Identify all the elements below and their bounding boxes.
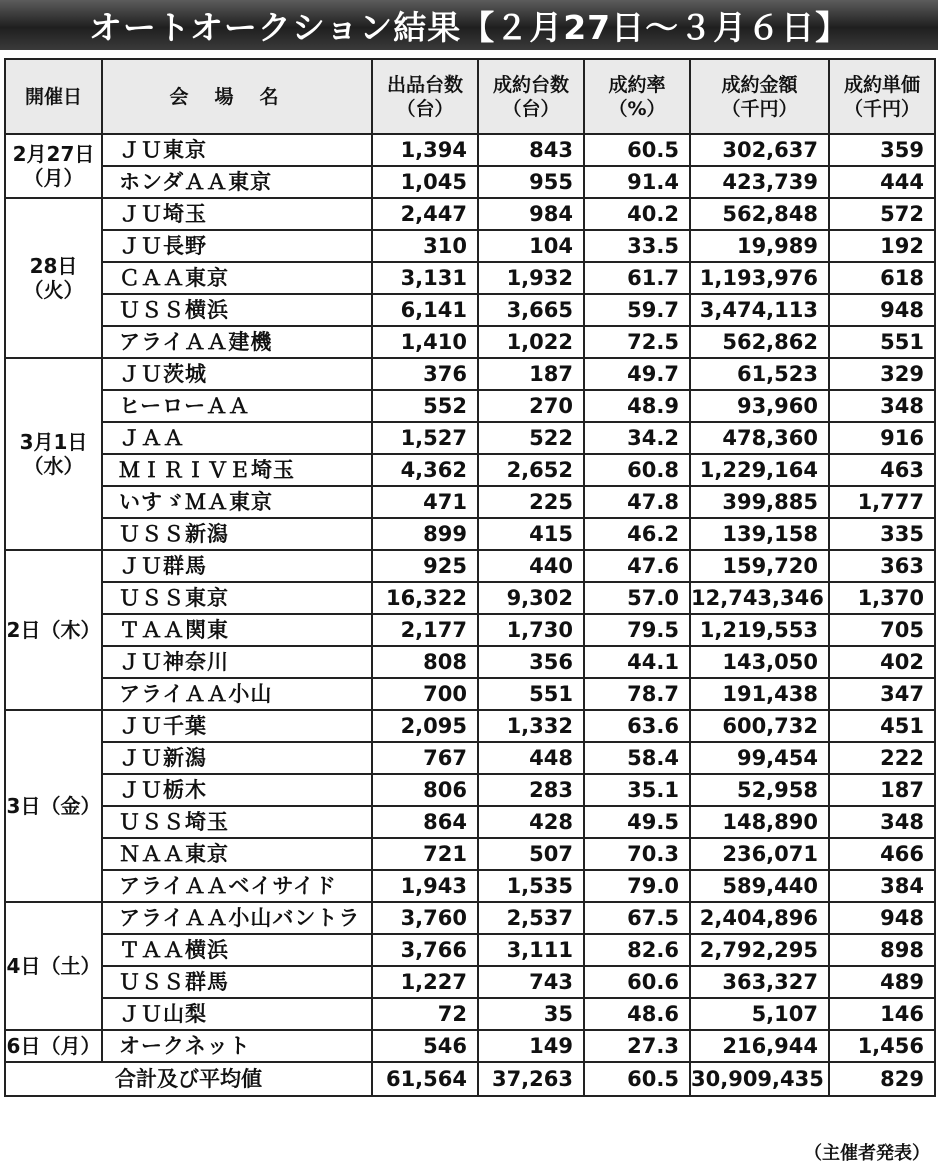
- cell-listed: 1,227: [372, 966, 478, 998]
- cell-rate: 35.1: [584, 774, 690, 806]
- cell-sold: 3,111: [478, 934, 584, 966]
- cell-listed: 899: [372, 518, 478, 550]
- cell-amount: 52,958: [690, 774, 829, 806]
- total-unit: 829: [829, 1062, 935, 1096]
- cell-listed: 700: [372, 678, 478, 710]
- table-row: [5, 870, 935, 902]
- venue-name: アライＡＡ建機: [102, 326, 372, 358]
- cell-unit: 1,456: [829, 1030, 935, 1062]
- table-row: [5, 230, 935, 262]
- cell-unit: 402: [829, 646, 935, 678]
- day-cell: [5, 358, 102, 550]
- cell-listed: 6,141: [372, 294, 478, 326]
- day-label: 3日（金）: [6, 794, 101, 818]
- cell-sold: 415: [478, 518, 584, 550]
- cell-rate: 63.6: [584, 710, 690, 742]
- venue-name: ＪＵ山梨: [102, 998, 372, 1030]
- table-row: [5, 998, 935, 1030]
- cell-listed: 552: [372, 390, 478, 422]
- venue-name: ＪＵ神奈川: [102, 646, 372, 678]
- table-row: [5, 166, 935, 198]
- venue-name: ＭＩＲＩＶＥ埼玉: [102, 454, 372, 486]
- cell-amount: 12,743,346: [690, 582, 829, 614]
- cell-sold: 283: [478, 774, 584, 806]
- cell-unit: 329: [829, 358, 935, 390]
- cell-amount: 399,885: [690, 486, 829, 518]
- cell-sold: 35: [478, 998, 584, 1030]
- cell-rate: 60.6: [584, 966, 690, 998]
- cell-sold: 440: [478, 550, 584, 582]
- cell-amount: 191,438: [690, 678, 829, 710]
- cell-rate: 59.7: [584, 294, 690, 326]
- cell-unit: 466: [829, 838, 935, 870]
- cell-sold: 522: [478, 422, 584, 454]
- cell-unit: 444: [829, 166, 935, 198]
- cell-amount: 478,360: [690, 422, 829, 454]
- table-row: [5, 454, 935, 486]
- total-rate: 60.5: [584, 1062, 690, 1096]
- cell-sold: 270: [478, 390, 584, 422]
- auction-results-table: [4, 58, 936, 1097]
- cell-amount: 562,848: [690, 198, 829, 230]
- cell-unit: 463: [829, 454, 935, 486]
- header-row: [5, 59, 935, 134]
- cell-amount: 61,523: [690, 358, 829, 390]
- cell-unit: 347: [829, 678, 935, 710]
- cell-rate: 49.7: [584, 358, 690, 390]
- table-row: [5, 582, 935, 614]
- cell-sold: 104: [478, 230, 584, 262]
- cell-amount: 5,107: [690, 998, 829, 1030]
- cell-rate: 57.0: [584, 582, 690, 614]
- cell-rate: 48.6: [584, 998, 690, 1030]
- cell-listed: 808: [372, 646, 478, 678]
- day-cell: [5, 198, 102, 358]
- day-cell: [5, 902, 102, 1030]
- cell-rate: 44.1: [584, 646, 690, 678]
- cell-unit: 572: [829, 198, 935, 230]
- cell-amount: 2,404,896: [690, 902, 829, 934]
- results-body: [5, 134, 935, 1096]
- cell-amount: 143,050: [690, 646, 829, 678]
- page-title: オートオークション結果【２月27日～３月６日】: [0, 0, 938, 50]
- cell-listed: 2,177: [372, 614, 478, 646]
- cell-rate: 79.0: [584, 870, 690, 902]
- cell-unit: 618: [829, 262, 935, 294]
- table-row: [5, 262, 935, 294]
- cell-amount: 562,862: [690, 326, 829, 358]
- cell-amount: 423,739: [690, 166, 829, 198]
- table-row: [5, 198, 935, 230]
- day-label: 2月27日 （月）: [12, 142, 95, 190]
- table-row: [5, 422, 935, 454]
- cell-unit: 348: [829, 806, 935, 838]
- cell-sold: 843: [478, 134, 584, 166]
- cell-unit: 551: [829, 326, 935, 358]
- total-amount: 30,909,435: [690, 1062, 829, 1096]
- cell-listed: 806: [372, 774, 478, 806]
- cell-amount: 148,890: [690, 806, 829, 838]
- venue-name: ＪＵ群馬: [102, 550, 372, 582]
- day-label: 2日（木）: [6, 618, 101, 642]
- table-row: [5, 390, 935, 422]
- header-sold: 成約台数 （台）: [478, 59, 584, 134]
- cell-listed: 767: [372, 742, 478, 774]
- cell-amount: 139,158: [690, 518, 829, 550]
- cell-amount: 600,732: [690, 710, 829, 742]
- cell-unit: 348: [829, 390, 935, 422]
- cell-rate: 34.2: [584, 422, 690, 454]
- cell-amount: 216,944: [690, 1030, 829, 1062]
- cell-amount: 3,474,113: [690, 294, 829, 326]
- table-row: [5, 774, 935, 806]
- cell-listed: 1,527: [372, 422, 478, 454]
- table-row: [5, 710, 935, 742]
- cell-unit: 359: [829, 134, 935, 166]
- cell-amount: 19,989: [690, 230, 829, 262]
- cell-amount: 2,792,295: [690, 934, 829, 966]
- total-listed: 61,564: [372, 1062, 478, 1096]
- header-amount: 成約金額 （千円）: [690, 59, 829, 134]
- cell-listed: 3,131: [372, 262, 478, 294]
- venue-name: ＪＵ長野: [102, 230, 372, 262]
- venue-name: ヒーローＡＡ: [102, 390, 372, 422]
- cell-listed: 310: [372, 230, 478, 262]
- day-cell: [5, 550, 102, 710]
- cell-sold: 2,652: [478, 454, 584, 486]
- header-listed: 出品台数 （台）: [372, 59, 478, 134]
- cell-listed: 1,410: [372, 326, 478, 358]
- table-row: [5, 134, 935, 166]
- cell-rate: 27.3: [584, 1030, 690, 1062]
- cell-rate: 91.4: [584, 166, 690, 198]
- cell-amount: 99,454: [690, 742, 829, 774]
- cell-amount: 1,229,164: [690, 454, 829, 486]
- cell-listed: 376: [372, 358, 478, 390]
- venue-name: ＪＵ埼玉: [102, 198, 372, 230]
- cell-listed: 2,447: [372, 198, 478, 230]
- venue-name: アライＡＡ小山: [102, 678, 372, 710]
- table-row: [5, 838, 935, 870]
- table-row: [5, 742, 935, 774]
- cell-listed: 4,362: [372, 454, 478, 486]
- table-row: [5, 902, 935, 934]
- cell-unit: 1,370: [829, 582, 935, 614]
- cell-sold: 149: [478, 1030, 584, 1062]
- cell-listed: 3,760: [372, 902, 478, 934]
- day-cell: [5, 710, 102, 902]
- table-row: [5, 966, 935, 998]
- cell-unit: 489: [829, 966, 935, 998]
- venue-name: ＪＵ茨城: [102, 358, 372, 390]
- venue-name: ＪＵ千葉: [102, 710, 372, 742]
- source-footnote: （主催者発表）: [804, 1143, 930, 1164]
- table-row: [5, 678, 935, 710]
- cell-sold: 356: [478, 646, 584, 678]
- cell-unit: 898: [829, 934, 935, 966]
- cell-listed: 864: [372, 806, 478, 838]
- cell-amount: 302,637: [690, 134, 829, 166]
- cell-sold: 1,022: [478, 326, 584, 358]
- total-sold: 37,263: [478, 1062, 584, 1096]
- venue-name: ＮＡＡ東京: [102, 838, 372, 870]
- venue-name: ＴＡＡ関東: [102, 614, 372, 646]
- table-row: [5, 518, 935, 550]
- cell-sold: 448: [478, 742, 584, 774]
- cell-rate: 72.5: [584, 326, 690, 358]
- cell-sold: 3,665: [478, 294, 584, 326]
- header-rate: 成約率 （%）: [584, 59, 690, 134]
- cell-listed: 3,766: [372, 934, 478, 966]
- table-row: [5, 646, 935, 678]
- cell-amount: 589,440: [690, 870, 829, 902]
- header-day: 開催日: [5, 59, 102, 134]
- cell-rate: 61.7: [584, 262, 690, 294]
- cell-unit: 187: [829, 774, 935, 806]
- table-row: [5, 486, 935, 518]
- cell-unit: 222: [829, 742, 935, 774]
- cell-rate: 48.9: [584, 390, 690, 422]
- cell-listed: 925: [372, 550, 478, 582]
- cell-listed: 1,045: [372, 166, 478, 198]
- cell-rate: 70.3: [584, 838, 690, 870]
- cell-sold: 984: [478, 198, 584, 230]
- cell-listed: 721: [372, 838, 478, 870]
- cell-amount: 1,219,553: [690, 614, 829, 646]
- cell-unit: 192: [829, 230, 935, 262]
- day-cell: [5, 134, 102, 198]
- cell-unit: 363: [829, 550, 935, 582]
- cell-unit: 451: [829, 710, 935, 742]
- cell-sold: 225: [478, 486, 584, 518]
- cell-sold: 955: [478, 166, 584, 198]
- cell-rate: 47.6: [584, 550, 690, 582]
- cell-rate: 60.8: [584, 454, 690, 486]
- venue-name: ホンダＡＡ東京: [102, 166, 372, 198]
- table-row: [5, 934, 935, 966]
- table-row: [5, 326, 935, 358]
- cell-amount: 236,071: [690, 838, 829, 870]
- cell-sold: 743: [478, 966, 584, 998]
- table-row: [5, 1030, 935, 1062]
- venue-name: アライＡＡベイサイド: [102, 870, 372, 902]
- header-venue: 会場名: [102, 59, 372, 134]
- cell-amount: 363,327: [690, 966, 829, 998]
- venue-name: ＪＵ東京: [102, 134, 372, 166]
- cell-sold: 1,730: [478, 614, 584, 646]
- venue-name: ＪＵ新潟: [102, 742, 372, 774]
- cell-sold: 1,332: [478, 710, 584, 742]
- venue-name: ＵＳＳ東京: [102, 582, 372, 614]
- cell-sold: 507: [478, 838, 584, 870]
- cell-amount: 159,720: [690, 550, 829, 582]
- cell-unit: 948: [829, 294, 935, 326]
- cell-rate: 60.5: [584, 134, 690, 166]
- venue-name: ＴＡＡ横浜: [102, 934, 372, 966]
- cell-unit: 384: [829, 870, 935, 902]
- cell-sold: 2,537: [478, 902, 584, 934]
- day-label: 4日（土）: [6, 954, 101, 978]
- cell-unit: 1,777: [829, 486, 935, 518]
- cell-rate: 82.6: [584, 934, 690, 966]
- venue-name: ＵＳＳ埼玉: [102, 806, 372, 838]
- cell-amount: 1,193,976: [690, 262, 829, 294]
- day-label: 6日（月）: [6, 1034, 101, 1058]
- cell-unit: 146: [829, 998, 935, 1030]
- cell-sold: 9,302: [478, 582, 584, 614]
- cell-rate: 79.5: [584, 614, 690, 646]
- cell-sold: 187: [478, 358, 584, 390]
- cell-rate: 78.7: [584, 678, 690, 710]
- cell-rate: 33.5: [584, 230, 690, 262]
- venue-name: いすゞＭＡ東京: [102, 486, 372, 518]
- cell-listed: 471: [372, 486, 478, 518]
- venue-name: ＵＳＳ群馬: [102, 966, 372, 998]
- table-row: [5, 806, 935, 838]
- cell-rate: 47.8: [584, 486, 690, 518]
- table-row: [5, 358, 935, 390]
- venue-name: ＪＡＡ: [102, 422, 372, 454]
- cell-listed: 2,095: [372, 710, 478, 742]
- cell-sold: 551: [478, 678, 584, 710]
- venue-name: ＣＡＡ東京: [102, 262, 372, 294]
- cell-listed: 546: [372, 1030, 478, 1062]
- cell-listed: 16,322: [372, 582, 478, 614]
- venue-name: ＵＳＳ横浜: [102, 294, 372, 326]
- cell-rate: 67.5: [584, 902, 690, 934]
- table-row: [5, 614, 935, 646]
- cell-rate: 46.2: [584, 518, 690, 550]
- venue-name: オークネット: [102, 1030, 372, 1062]
- cell-sold: 428: [478, 806, 584, 838]
- cell-unit: 705: [829, 614, 935, 646]
- cell-sold: 1,932: [478, 262, 584, 294]
- cell-unit: 335: [829, 518, 935, 550]
- cell-sold: 1,535: [478, 870, 584, 902]
- table-row: [5, 550, 935, 582]
- cell-rate: 40.2: [584, 198, 690, 230]
- total-row: [5, 1062, 935, 1096]
- venue-name: ＪＵ栃木: [102, 774, 372, 806]
- total-label: 合計及び平均値: [5, 1062, 372, 1096]
- venue-name: ＵＳＳ新潟: [102, 518, 372, 550]
- cell-amount: 93,960: [690, 390, 829, 422]
- cell-listed: 1,943: [372, 870, 478, 902]
- cell-rate: 49.5: [584, 806, 690, 838]
- venue-name: アライＡＡ小山バントラ: [102, 902, 372, 934]
- day-label: 28日（火）: [23, 254, 84, 302]
- header-unit-price: 成約単価 （千円）: [829, 59, 935, 134]
- cell-unit: 948: [829, 902, 935, 934]
- day-label: 3月1日 （水）: [19, 430, 88, 478]
- cell-listed: 1,394: [372, 134, 478, 166]
- table-row: [5, 294, 935, 326]
- cell-unit: 916: [829, 422, 935, 454]
- day-cell: [5, 1030, 102, 1062]
- cell-listed: 72: [372, 998, 478, 1030]
- cell-rate: 58.4: [584, 742, 690, 774]
